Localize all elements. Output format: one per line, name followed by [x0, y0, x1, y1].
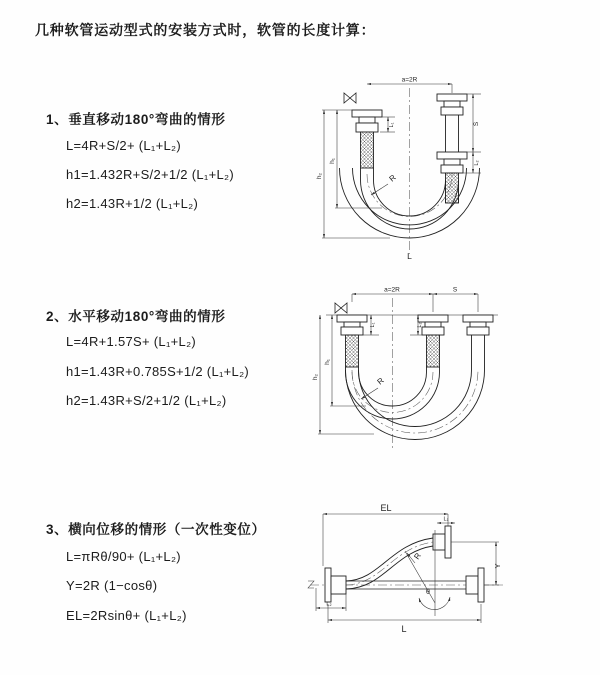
diagram-lateral-displacement	[298, 500, 598, 645]
dim-label-h2: h₂	[312, 373, 319, 381]
diagram-horizontal-180-bend	[308, 282, 600, 467]
diagram-vertical-180-bend	[312, 68, 597, 263]
section-3-heading: 3、横向位移的情形（一次性变位）	[46, 522, 266, 537]
dim-label-l2: L₂	[417, 322, 423, 328]
section-1-heading: 1、垂直移动180°弯曲的情形	[46, 112, 226, 127]
braided-hose-section	[446, 173, 459, 203]
flange-fittings	[325, 526, 484, 602]
dim-label-h1: h₁	[324, 359, 331, 365]
radius-label: R	[375, 375, 386, 387]
section-1-formula-L: L=4R+S/2+ (L₁+L₂)	[66, 138, 181, 153]
dim-label-l2: L₂	[326, 601, 332, 608]
section-3-formula-Y: Y=2R (1−cosθ)	[66, 578, 158, 593]
section-2-heading: 2、水平移动180°弯曲的情形	[46, 309, 226, 324]
dimension-lines	[316, 514, 499, 623]
radius-label: R	[387, 172, 398, 184]
flange-fittings	[337, 315, 493, 367]
dim-label-l2: L₂	[474, 160, 480, 166]
theta-label: θ	[426, 589, 430, 596]
section-2-formula-h2: h2=1.43R+S/2+1/2 (L₁+L₂)	[66, 393, 227, 408]
dim-label-el: EL	[380, 503, 392, 513]
section-1-formula-h2: h2=1.43R+1/2 (L₁+L₂)	[66, 196, 199, 211]
dim-label-a2r: a=2R	[401, 76, 418, 84]
braided-hose-section	[427, 335, 440, 367]
section-2-formula-h1: h1=1.43R+0.785S+1/2 (L₁+L₂)	[66, 364, 250, 379]
braided-hose-section	[361, 132, 374, 168]
page-title: 几种软管运动型式的安装方式时，软管的长度计算：	[35, 22, 376, 38]
dim-label-a2r: a=2R	[384, 286, 400, 294]
dim-label-y: Y	[493, 563, 502, 569]
dim-label-h1: h₁	[329, 158, 336, 164]
hose-u-bends	[346, 335, 485, 440]
length-label: L	[407, 251, 412, 261]
radius-label: R	[412, 551, 423, 562]
centerline-end-mark	[308, 581, 314, 588]
valve-icon	[344, 93, 356, 103]
dim-label-l1: L₁	[370, 322, 376, 328]
section-3-formula-L: L=πRθ/90+ (L₁+L₂)	[66, 549, 181, 564]
dim-label-l1: L₁	[389, 122, 395, 128]
dim-label-s: S	[452, 286, 458, 294]
length-label: L	[401, 624, 407, 634]
section-1-formula-h1: h1=1.432R+S/2+1/2 (L₁+L₂)	[66, 167, 234, 182]
dim-label-l1: L₁	[443, 516, 449, 523]
section-3-formula-EL: EL=2Rsinθ+ (L₁+L₂)	[66, 608, 187, 623]
braided-hose-section	[346, 335, 359, 367]
dim-label-s: S	[473, 121, 480, 127]
valve-icon	[335, 303, 347, 313]
dim-label-h2: h₂	[316, 172, 323, 180]
section-2-formula-L: L=4R+1.57S+ (L₁+L₂)	[66, 334, 197, 349]
diagram-labels	[326, 503, 502, 634]
